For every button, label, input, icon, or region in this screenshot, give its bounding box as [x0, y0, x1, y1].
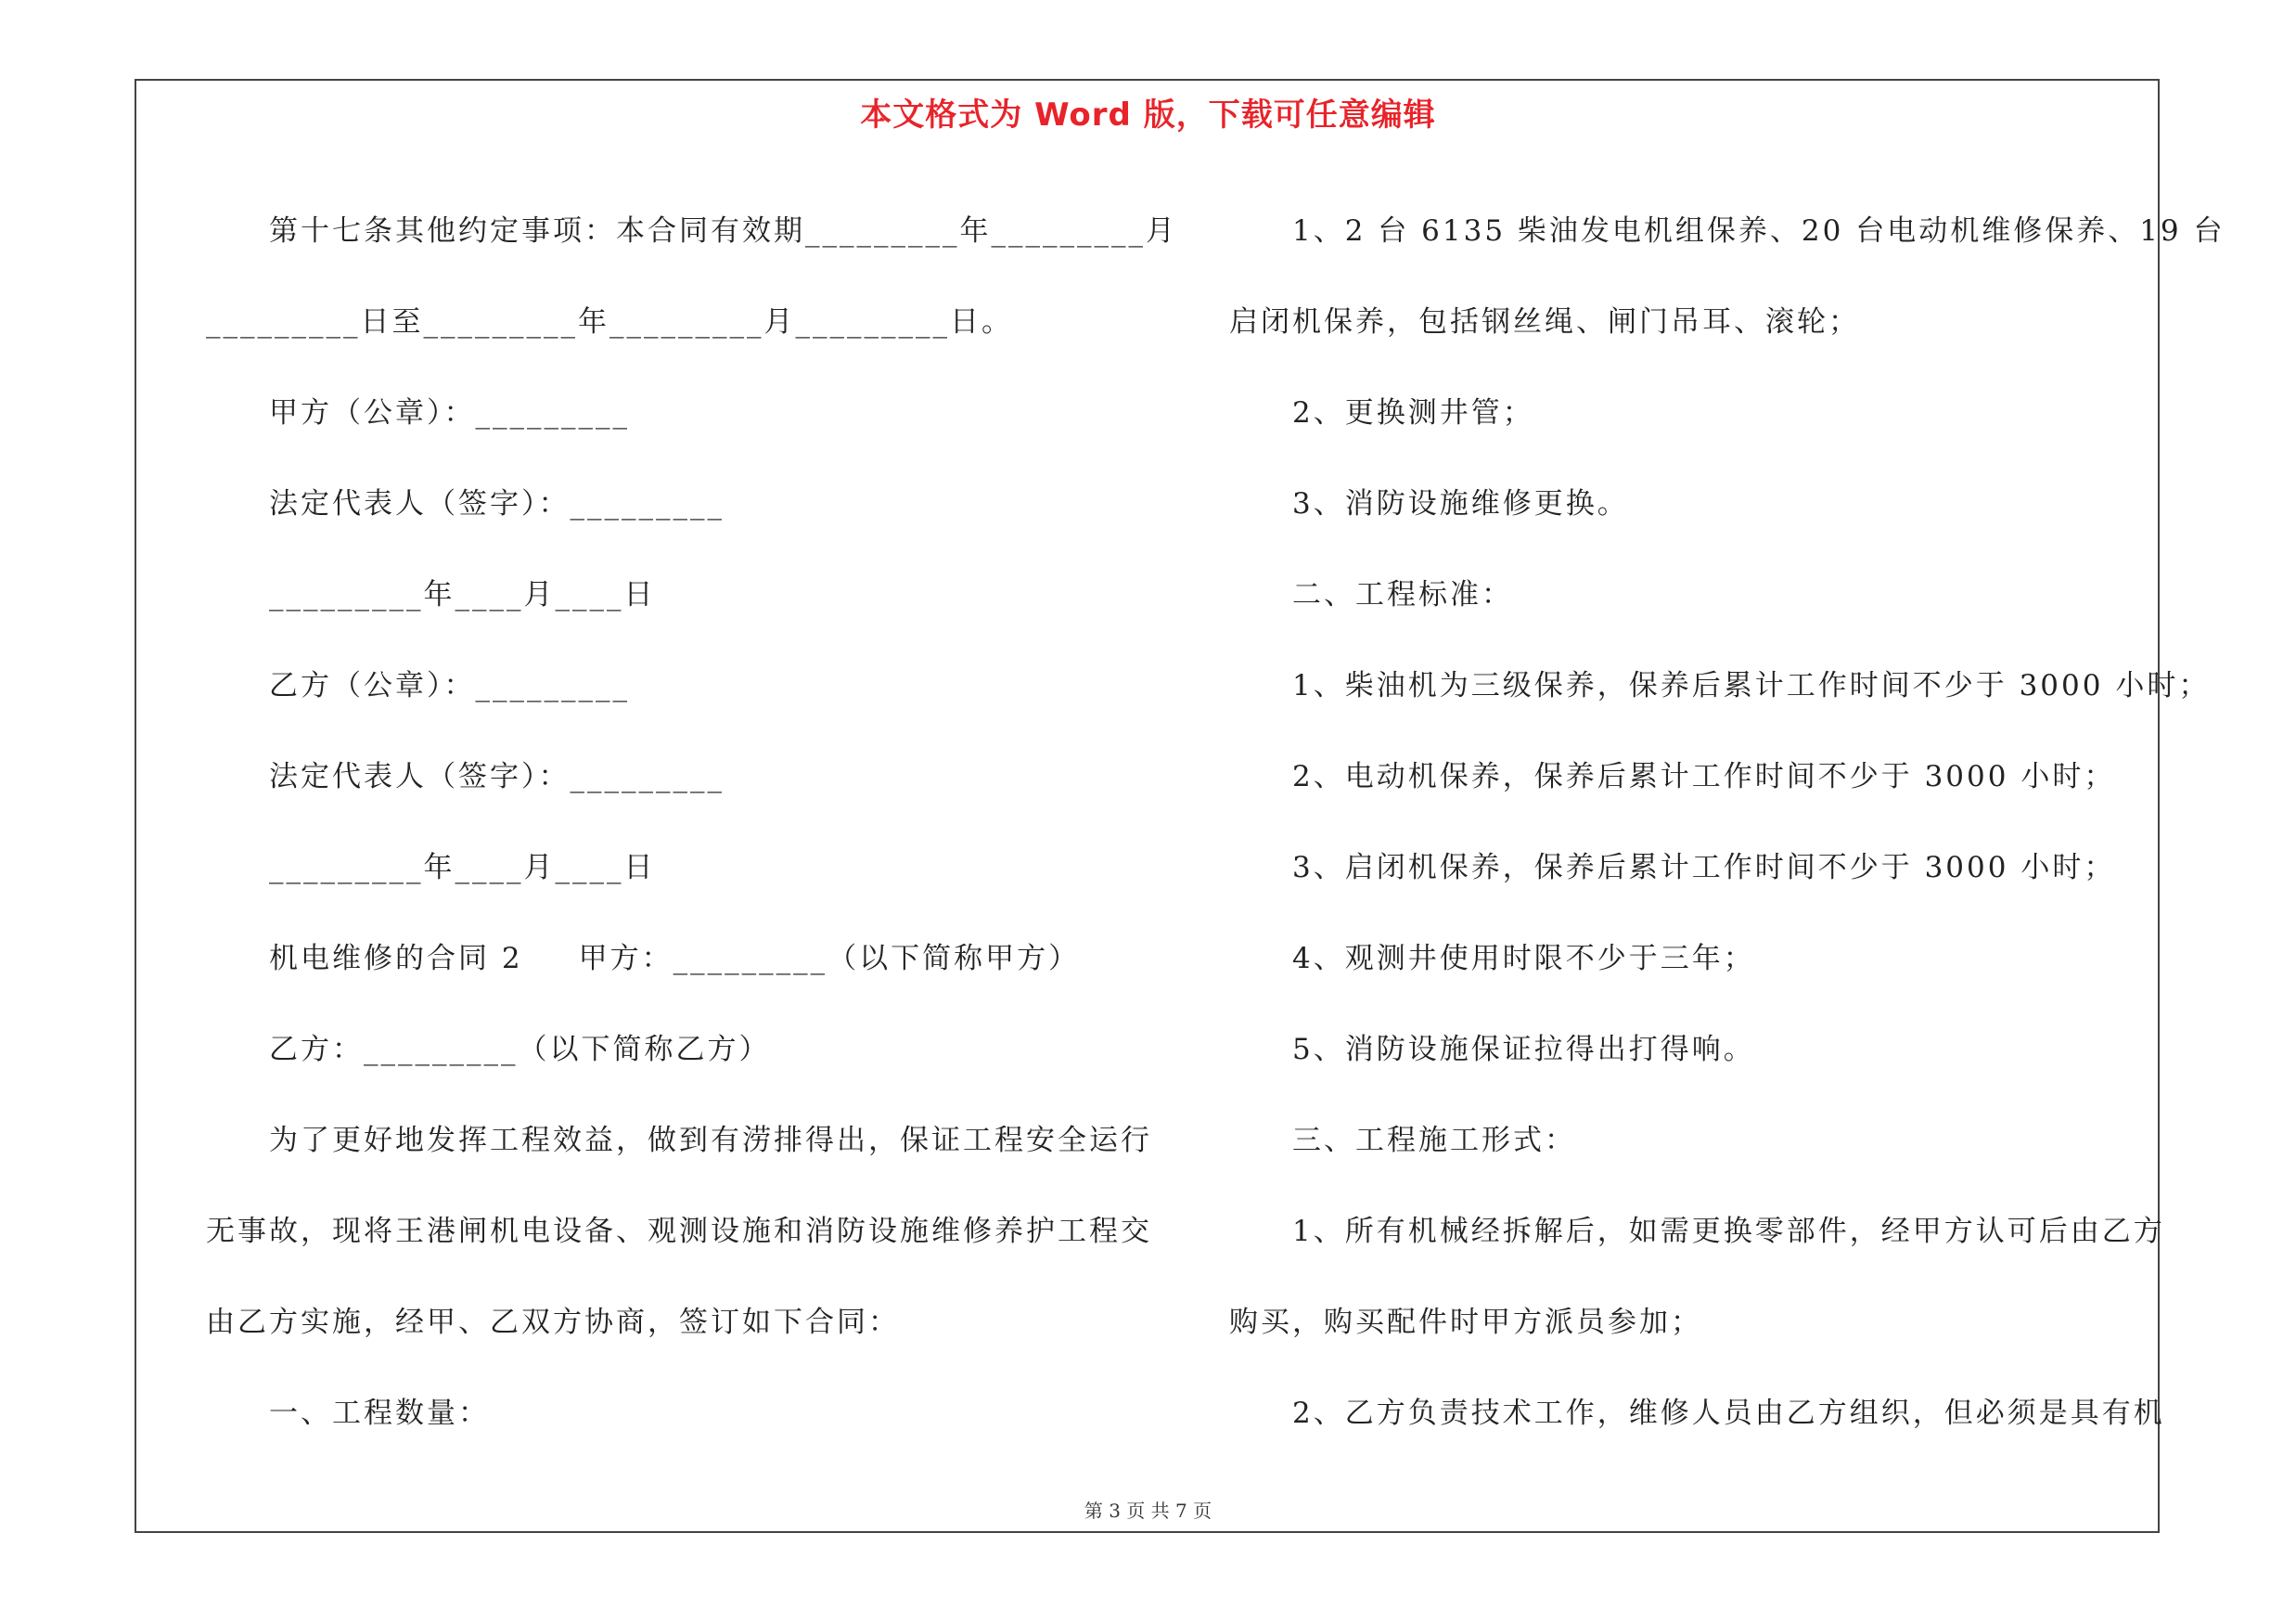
section-3-heading: 三、工程施工形式： [1292, 1124, 1576, 1157]
quantity-item-3: 3、消防设施维修更换。 [1292, 487, 1629, 521]
standard-item-5: 5、消防设施保证拉得出打得响。 [1292, 1033, 1755, 1066]
contract-2-party-a: 甲方：_________（以下简称甲方） [578, 942, 1081, 975]
party-a-date-line: _________年____月____日 [269, 578, 656, 612]
section-2-heading: 二、工程标准： [1292, 578, 1513, 612]
party-b-seal-line: 乙方（公章）：_________ [269, 669, 630, 702]
form-item-1-line-1: 1、所有机械经拆解后，如需更换零部件，经甲方认可后由乙方 [1292, 1215, 2165, 1248]
standard-item-1: 1、柴油机为三级保养，保养后累计工作时间不少于 3000 小时； [1292, 669, 2211, 702]
standard-item-4: 4、观测井使用时限不少于三年； [1292, 942, 1755, 975]
standard-item-2: 2、电动机保养，保养后累计工作时间不少于 3000 小时； [1292, 760, 2116, 793]
format-banner: 本文格式为 Word 版，下载可任意编辑 [860, 97, 1436, 134]
intro-line-2: 无事故，现将王港闸机电设备、观测设施和消防设施维修养护工程交 [206, 1215, 1152, 1248]
party-a-representative-line: 法定代表人（签字）：_________ [269, 487, 725, 521]
quantity-item-2: 2、更换测井管； [1292, 396, 1534, 430]
section-1-heading: 一、工程数量： [269, 1397, 490, 1430]
page-number: 第 3 页 共 7 页 [1084, 1500, 1212, 1522]
party-b-date-line: _________年____月____日 [269, 851, 656, 884]
standard-item-3: 3、启闭机保养，保养后累计工作时间不少于 3000 小时； [1292, 851, 2116, 884]
form-item-2-line-1: 2、乙方负责技术工作，维修人员由乙方组织，但必须是具有机 [1292, 1397, 2165, 1430]
contract-2-title: 机电维修的合同 2 [269, 942, 523, 975]
party-b-representative-line: 法定代表人（签字）：_________ [269, 760, 725, 793]
form-item-1-line-2: 购买，购买配件时甲方派员参加； [1229, 1306, 1702, 1339]
intro-line-1: 为了更好地发挥工程效益，做到有涝排得出，保证工程安全运行 [269, 1124, 1152, 1157]
right-column [1229, 186, 2225, 1459]
left-column [206, 186, 1177, 1459]
clause-17-line-2: _________日至_________年_________月_________日。 [206, 305, 1013, 339]
clause-17-line-1: 第十七条其他约定事项：本合同有效期_________年_________月 [269, 214, 1177, 248]
quantity-item-1-line-1: 1、2 台 6135 柴油发电机组保养、20 台电动机维修保养、19 台 [1292, 214, 2225, 248]
contract-2-party-b: 乙方：_________（以下简称乙方） [269, 1033, 771, 1066]
contract-2-heading-line [206, 913, 1134, 1004]
party-a-seal-line: 甲方（公章）：_________ [269, 396, 630, 430]
quantity-item-1-line-2: 启闭机保养，包括钢丝绳、闸门吊耳、滚轮； [1229, 305, 1860, 339]
intro-line-3: 由乙方实施，经甲、乙双方协商，签订如下合同： [206, 1306, 900, 1339]
